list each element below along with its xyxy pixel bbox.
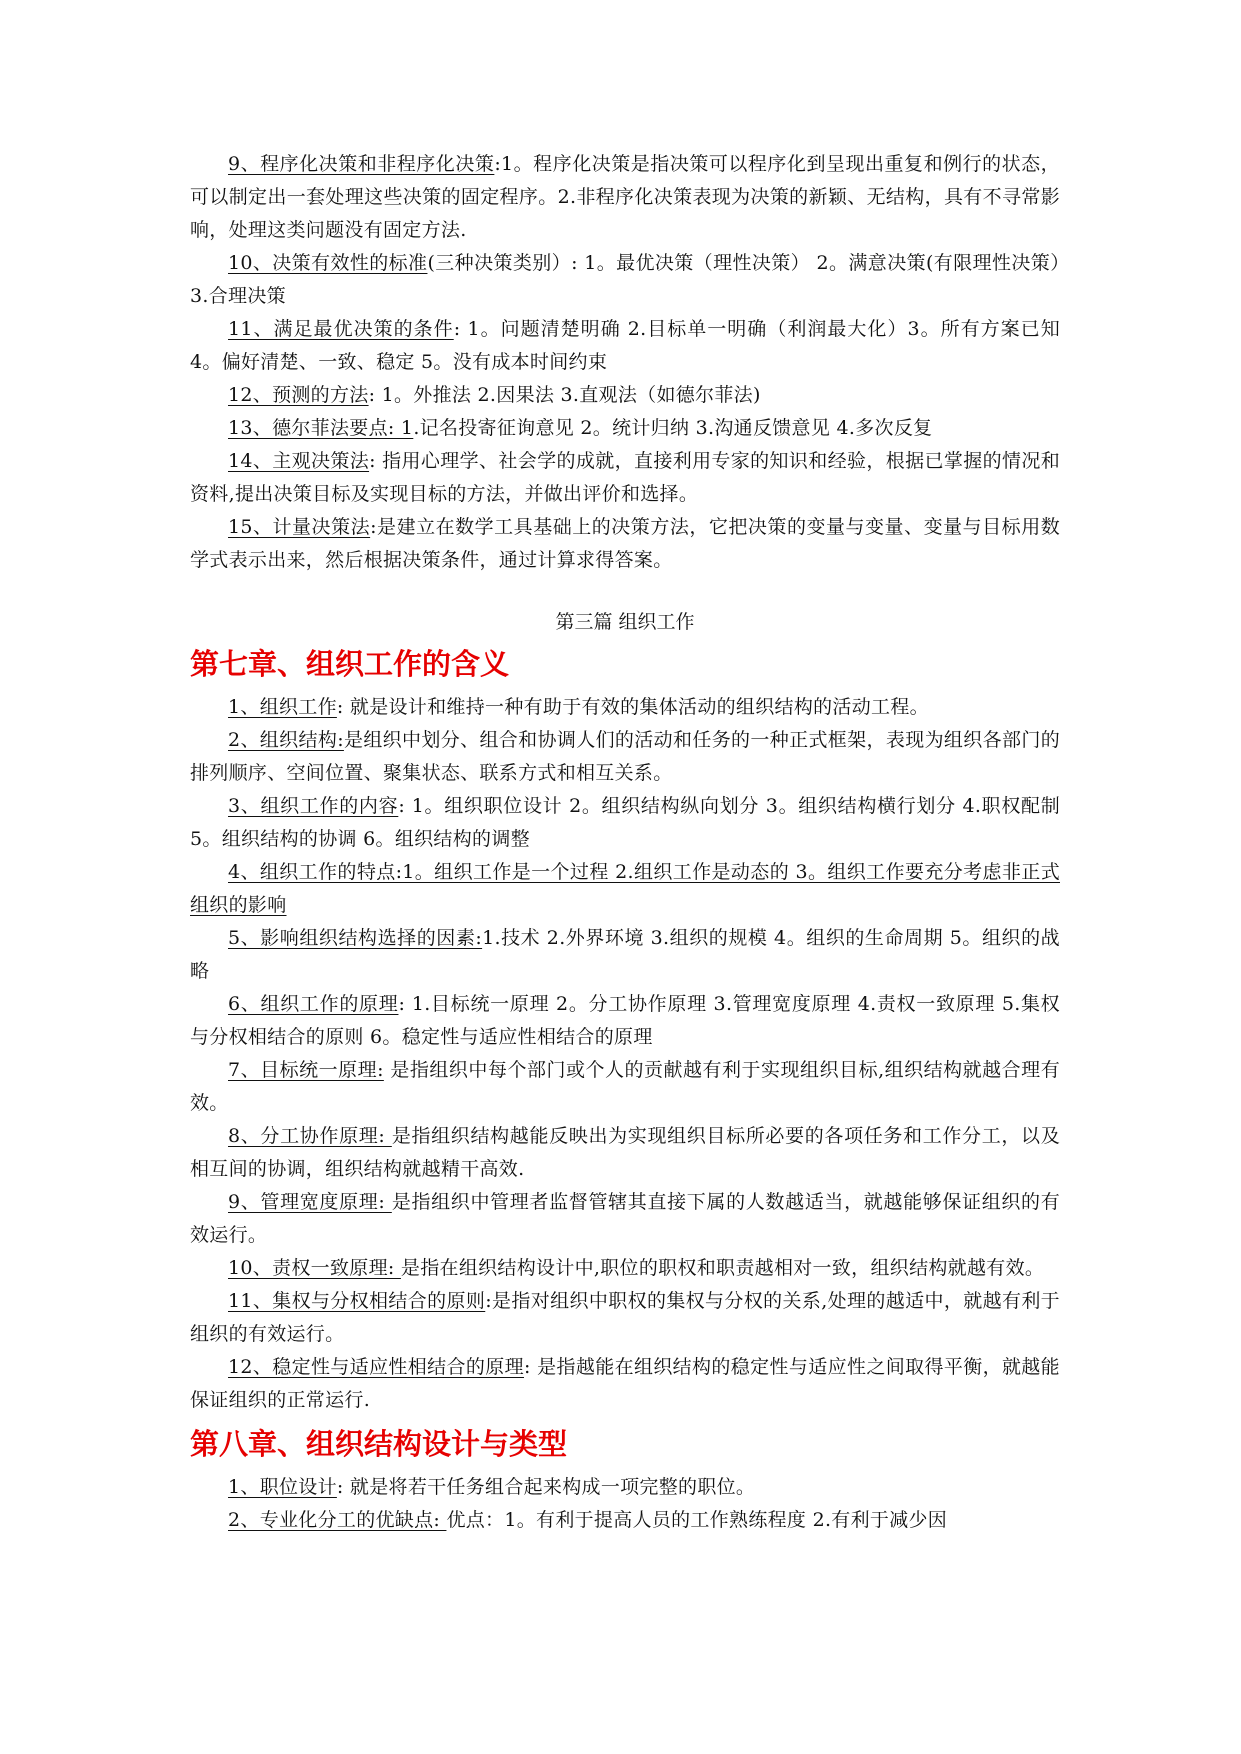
definition-term: 1、组织工作	[228, 696, 337, 718]
definition-term: 4、组织工作的特点:1。组织工作是一个过程 2.组织工作是动态的 3。组织工作要充分考虑非正式组织的影响	[190, 861, 1060, 916]
definition-text: 是指在组织结构设计中,职位的职权和职责越相对一致，组织结构就越有效。	[400, 1257, 1045, 1279]
definition-text: 是指组织结构越能反映出为实现组织目标所必要的各项任务和工作分工，以及相互间的协调，组织结构就越精干高效.	[190, 1125, 1061, 1180]
definition-paragraph	[190, 1471, 1060, 1504]
definition-paragraph	[190, 988, 1060, 1054]
definition-term: 13、德尔菲法要点: 1	[228, 417, 414, 439]
chapter-7-body	[190, 691, 1060, 1417]
definition-text: (三种决策类别）: 1。最优决策（理性决策） 2。满意决策(有限理性决策）3.合理决策	[190, 252, 1060, 307]
definition-text: : 指用心理学、社会学的成就，直接利用专家的知识和经验，根据已掌握的情况和资料,提出决策目标及实现目标的方法，并做出评价和选择。	[190, 450, 1061, 505]
definition-paragraph	[190, 445, 1060, 511]
definition-text: :1。程序化决策是指决策可以程序化到呈现出重复和例行的状态，可以制定出一套处理这些决策的固定程序。2.非程序化决策表现为决策的新颖、无结构，具有不寻常影响，处理这类问题没有固定方法.	[190, 153, 1060, 241]
definition-paragraph	[190, 1186, 1060, 1252]
definition-term: 9、管理宽度原理:	[228, 1191, 392, 1213]
definition-term: 7、目标统一原理:	[228, 1059, 384, 1081]
definition-text: : 是指越能在组织结构的稳定性与适应性之间取得平衡，就越能保证组织的正常运行.	[190, 1356, 1060, 1411]
definition-paragraph	[190, 1252, 1060, 1285]
definition-paragraph	[190, 247, 1060, 313]
definition-text: :是指对组织中职权的集权与分权的关系,处理的越适中，就越有利于组织的有效运行。	[190, 1290, 1060, 1345]
definition-paragraph	[190, 922, 1060, 988]
chapter-8-title: 第八章、组织结构设计与类型	[190, 1427, 568, 1461]
definition-paragraph	[190, 412, 1060, 445]
definition-paragraph	[190, 379, 1060, 412]
definition-text: : 就是设计和维持一种有助于有效的集体活动的组织结构的活动工程。	[336, 696, 929, 718]
definition-paragraph	[190, 1285, 1060, 1351]
definition-text: 是指组织中每个部门或个人的贡献越有利于实现组织目标,组织结构就越合理有效。	[190, 1059, 1060, 1114]
definition-term: 14、主观决策法	[228, 450, 370, 472]
definition-paragraph	[190, 1120, 1060, 1186]
definition-text: 优点：1。有利于提高人员的工作熟练程度 2.有利于减少因	[446, 1509, 948, 1531]
definition-term: 5、影响组织结构选择的因素:	[228, 927, 483, 949]
definition-term: 1、职位设计	[228, 1476, 337, 1498]
definition-paragraph	[190, 856, 1060, 922]
definition-paragraph	[190, 148, 1060, 247]
definition-term: 11、集权与分权相结合的原则	[228, 1290, 486, 1312]
definition-term: 6、组织工作的原理	[228, 993, 399, 1015]
definition-term: 2、组织结构:	[228, 729, 344, 751]
definition-term: 9、程序化决策和非程序化决策	[228, 153, 495, 175]
definition-text: : 1。组织职位设计 2。组织结构纵向划分 3。组织结构横行划分 4.职权配制 5。组织结构的协调 6。组织结构的调整	[190, 795, 1061, 850]
definition-term: 10、决策有效性的标准	[228, 252, 428, 274]
definition-text: : 就是将若干任务组合起来构成一项完整的职位。	[336, 1476, 756, 1498]
definition-term: 12、预测的方法	[228, 384, 369, 406]
definition-text: 1.技术 2.外界环境 3.组织的规模 4。组织的生命周期 5。组织的战略	[190, 927, 1060, 982]
definition-term: 10、责权一致原理:	[228, 1257, 401, 1279]
decision-section	[190, 148, 1060, 577]
definition-term: 12、稳定性与适应性相结合的原理	[228, 1356, 524, 1378]
definition-paragraph	[190, 511, 1060, 577]
chapter-7-title: 第七章、组织工作的含义	[190, 647, 510, 681]
definition-text: 是指组织中管理者监督管辖其直接下属的人数越适当，就越能够保证组织的有效运行。	[190, 1191, 1061, 1246]
definition-paragraph	[190, 691, 1060, 724]
definition-term: 3、组织工作的内容	[228, 795, 399, 817]
definition-term: 15、计量决策法	[228, 516, 371, 538]
document-page	[190, 148, 1060, 1537]
part-title: 第三篇 组织工作	[555, 611, 695, 633]
definition-term: 2、专业化分工的优缺点:	[228, 1509, 447, 1531]
chapter-8-body	[190, 1471, 1060, 1537]
definition-text: 是组织中划分、组合和协调人们的活动和任务的一种正式框架，表现为组织各部门的排列顺序、空间位置、聚集状态、联系方式和相互关系。	[190, 729, 1061, 784]
definition-paragraph	[190, 1504, 1060, 1537]
definition-text: : 1。外推法 2.因果法 3.直观法（如德尔菲法)	[368, 384, 761, 406]
definition-term: 8、分工协作原理:	[228, 1125, 392, 1147]
definition-text: : 1.目标统一原理 2。分工协作原理 3.管理宽度原理 4.责权一致原理 5.集权与分权相结合的原则 6。稳定性与适应性相结合的原理	[190, 993, 1060, 1048]
definition-term: 11、满足最优决策的条件	[228, 318, 454, 340]
definition-paragraph	[190, 790, 1060, 856]
definition-paragraph	[190, 1054, 1060, 1120]
definition-text: .记名投寄征询意见 2。统计归纳 3.沟通反馈意见 4.多次反复	[413, 417, 933, 439]
definition-paragraph	[190, 1351, 1060, 1417]
definition-text: :是建立在数学工具基础上的决策方法，它把决策的变量与变量、变量与目标用数学式表示出来，然后根据决策条件，通过计算求得答案。	[190, 516, 1061, 571]
definition-paragraph	[190, 313, 1060, 379]
definition-text: : 1。问题清楚明确 2.目标单一明确（利润最大化）3。所有方案已知 4。偏好清楚、一致、稳定 5。没有成本时间约束	[190, 318, 1060, 373]
definition-paragraph	[190, 724, 1060, 790]
